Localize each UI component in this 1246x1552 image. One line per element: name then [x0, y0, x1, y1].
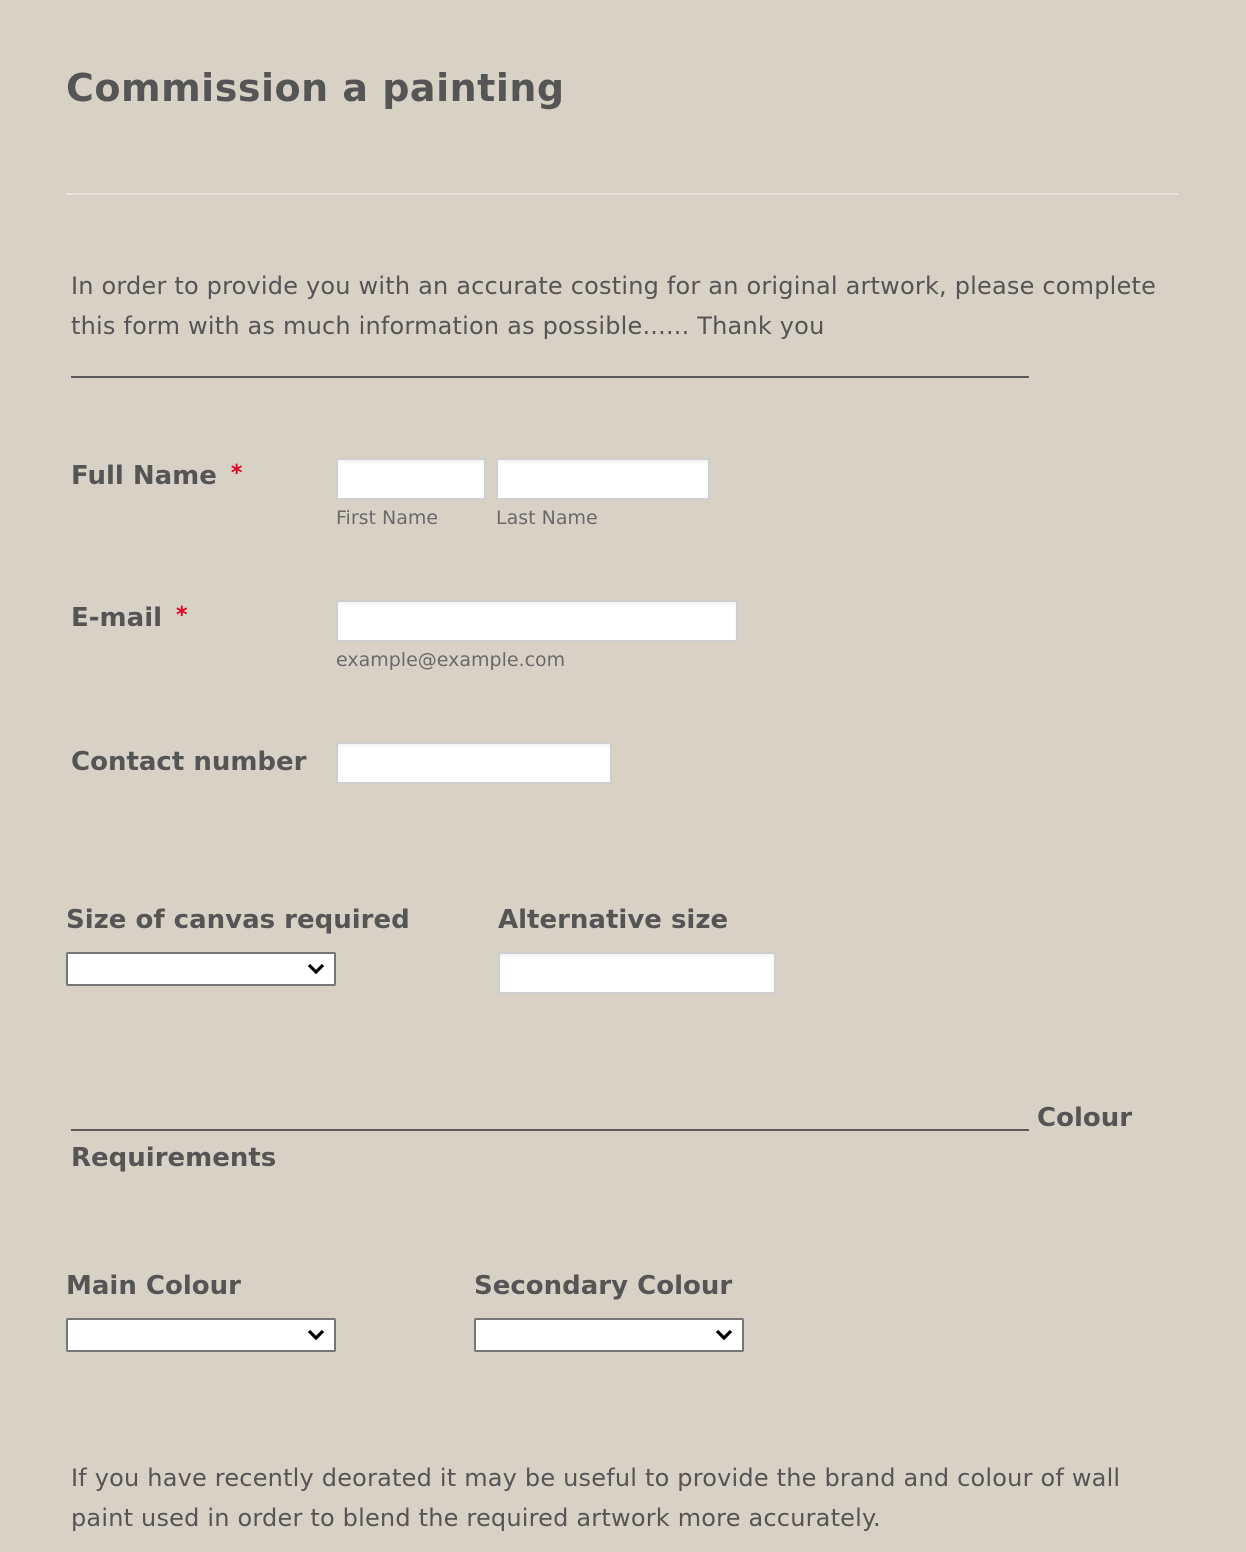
form-title: Commission a painting	[66, 66, 565, 110]
email-input[interactable]	[336, 600, 738, 642]
last-name-input[interactable]	[496, 458, 710, 500]
secondary-colour-select[interactable]	[474, 1318, 744, 1352]
chevron-down-icon	[712, 1322, 736, 1348]
title-divider	[66, 193, 1178, 195]
required-marker: *	[230, 461, 243, 486]
colour-heading: Colour	[1037, 1103, 1133, 1133]
last-name-sublabel: Last Name	[496, 507, 598, 529]
section-divider	[71, 376, 1029, 378]
colour-section-divider	[71, 1129, 1029, 1131]
alternative-size-label: Alternative size	[498, 905, 729, 935]
main-colour-select[interactable]	[66, 1318, 336, 1352]
email-label	[71, 603, 188, 633]
full-name-label	[71, 461, 242, 491]
requirements-heading: Requirements	[71, 1143, 277, 1173]
full-name-label-text: Full Name	[71, 461, 217, 491]
required-marker: *	[176, 603, 188, 628]
email-label-text: E-mail	[71, 603, 163, 633]
alternative-size-input[interactable]	[498, 952, 776, 994]
paint-note: If you have recently deorated it may be useful to provide the brand and colour of wall paint used in order to blend the required artwork more accurately.	[71, 1464, 1121, 1532]
chevron-down-icon	[304, 956, 328, 982]
intro-text: In order to provide you with an accurate costing for an original artwork, please complete this form with as much information as possible...... Thank you	[71, 272, 1157, 340]
chevron-down-icon	[304, 1322, 328, 1348]
contact-number-input[interactable]	[336, 742, 612, 784]
secondary-colour-label: Secondary Colour	[474, 1271, 733, 1301]
email-sublabel: example@example.com	[336, 649, 566, 671]
contact-number-label: Contact number	[71, 747, 307, 777]
first-name-sublabel: First Name	[336, 507, 439, 529]
canvas-size-select[interactable]	[66, 952, 336, 986]
canvas-size-label: Size of canvas required	[66, 905, 410, 935]
first-name-input[interactable]	[336, 458, 486, 500]
main-colour-label: Main Colour	[66, 1271, 241, 1301]
